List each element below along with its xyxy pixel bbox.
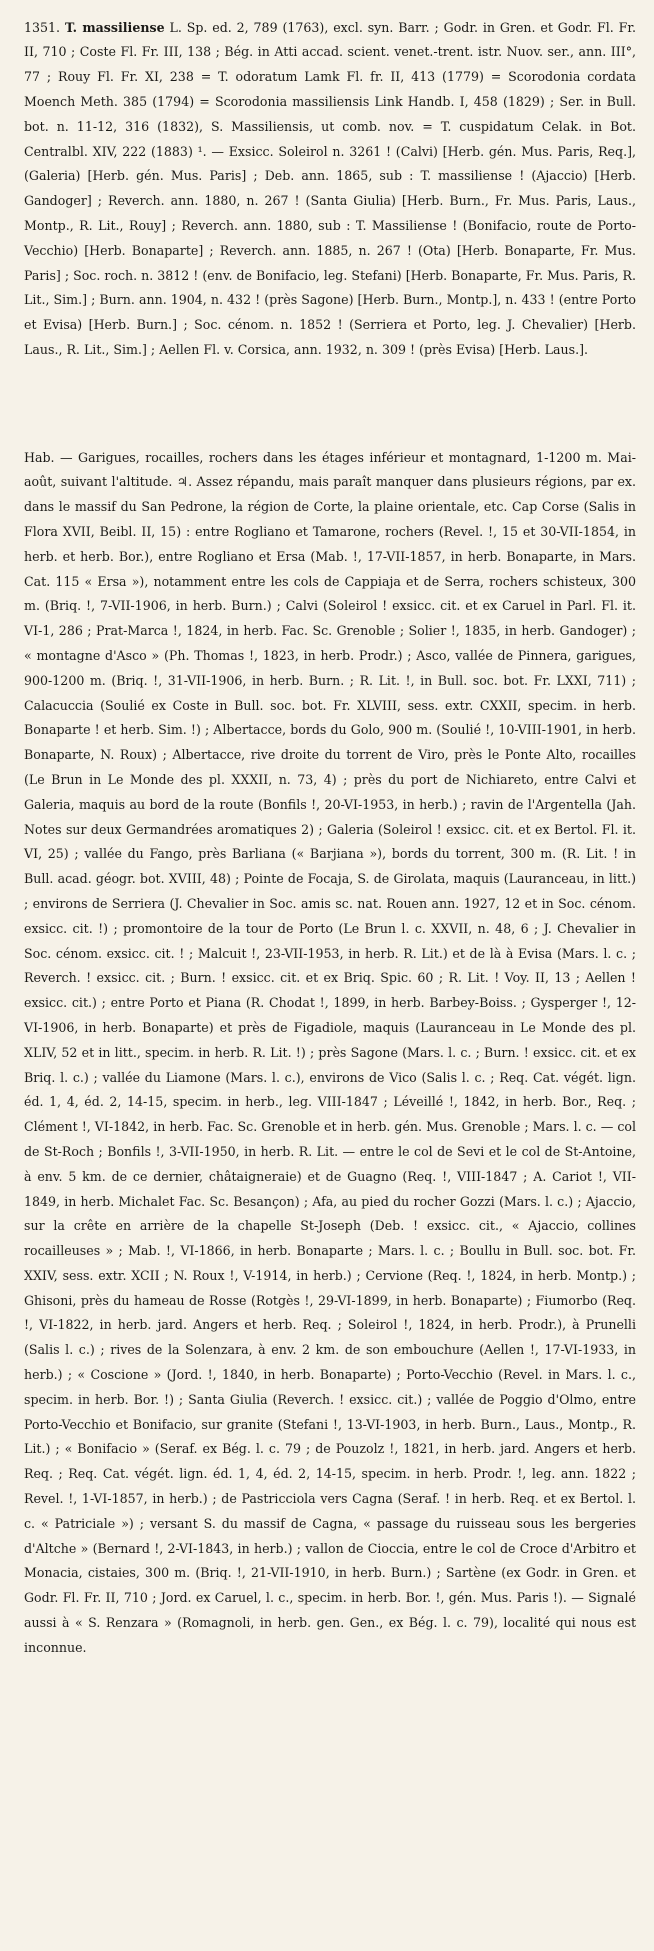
habitat-text: Hab. — Garigues, rocailles, rochers dans les étages inférieur et montagnard, 1-1200 m. Mai-août, suivant l'altitude. ♃. Assez répandu, mais paraît manquer dans plusieurs régions, par ex. dans le massif du San Pedrone, la région de Corte, la plaine orientale, etc. Cap Corse (Salis in Flora XVII, Beibl. II, 15) : entre Rogliano et Tamarone, rochers (Revel. !, 15 et 30-VII-1854, in herb. et herb. Bor.), entre Rogliano et Ersa (Mab. !, 17-VII-1857, in herb. Bonaparte, in Mars. Cat. 115 « Ersa »), notamment entre les cols de Cappiaja et de Serra, rochers schisteux, 300 m. (Briq. !, 7-VII-1906, in herb. Burn.) ; Calvi (Soleirol ! exsicc. cit. et ex Caruel in Parl. Fl. it. VI-1, 286 ; Prat-Marca !, 1824, in herb. Fac. Sc. Grenoble ; Solier !, 1835, in herb. Gandoger) ; « montagne d'Asco » (Ph. Thomas !, 1823, in herb. Prodr.) ; Asco, vallée de Pinnera, garigues, 900-1200 m. (Briq. !, 31-VII-1906, in herb. Burn. ; R. Lit. !, in Bull. soc. bot. Fr. LXXI, 711) ; Calacuccia (Soulié ex Coste in Bull. soc. bot. Fr. XLVIII, sess. extr. CXXII, specim. in herb. Bonaparte ! et herb. Sim. !) ; Albertacce, bords du Golo, 900 m. (Soulié !, 10-VIII-1901, in herb. Bonaparte, N. Roux) ; Albertacce, rive droite du torrent de Viro, près le Ponte Alto, rocailles (Le Brun in Le Monde des pl. XXXII, n. 73, 4) ; près du port de Nichiareto, entre Calvi et Galeria, maquis au bord de la route (Bonfils !, 20-VI-1953, in herb.) ; ravin de l'Argentella (Jah. Notes sur deux Germandrées aromatiques 2) ; Galeria (Soleirol ! exsicc. cit. et ex Bertol. Fl. it. VI, 25) ; vallée du Fango, près Barliana (« Barjiana »), bords du torrent, 300 m. (R. Lit. ! in Bull. acad. géogr. bot. XVIII, 48) ; Pointe de Focaja, S. de Girolata, maquis (Lauranceau, in litt.) ; environs de Serriera (J. Chevalier in Soc. amis sc. nat. Rouen ann. 1927, 12 et in Soc. cénom. exsicc. cit. !) ; promontoire de la tour de Porto (Le Brun l. c. XXVII, n. 48, 6 ; J. Chevalier in Soc. cénom. exsicc. cit. ! ; Malcuit !, 23-VII-1953, in herb. R. Lit.) et de là à Evisa (Mars. l. c. ; Reverch. ! exsicc. cit. ; Burn. ! exsicc. cit. et ex Briq. Spic. 60 ; R. Lit. ! Voy. II, 13 ; Aellen ! exsicc. cit.) ; entre Porto et Piana (R. Chodat !, 1899, in herb. Barbey-Boiss. ; Gysperger !, 12-VI-1906, in herb. Bonaparte) et près de Figadiole, maquis (Lauranceau in Le Monde des pl. XLIV, 52 et in litt., specim. in herb. R. Lit. !) ; près Sagone (Mars. l. c. ; Burn. ! exsicc. cit. et ex Briq. l. c.) ; vallée du Liamone (Mars. l. c.), environs de Vico (Salis l. c. ; Req. Cat. végét. lign. éd. 1, 4, éd. 2, 14-15, specim. in herb., leg. VIII-1847 ; Léveillé !, 1842, in herb. Bor., Req. ; Clément !, VI-1842, in herb. Fac. Sc. Grenoble et in herb. gén. Mus. Grenoble ; Mars. l. c. — col de St-Roch ; Bonfils !, 3-VII-1950, in herb. R. Lit. — entre le col de Sevi et le col de St-Antoine, à env. 5 km. de ce dernier, châtaigneraie) et de Guagno (Req. !, VIII-1847 ; A. Cariot !, VII-1849, in herb. Michalet Fac. Sc. Besançon) ; Afa, au pied du rocher Gozzi (Mars. l. c.) ; Ajaccio, sur la crête en arrière de la chapelle St-Joseph (Deb. ! exsicc. cit., « Ajaccio, collines rocailleuses » ; Mab. !, VI-1866, in herb. Bonaparte ; Mars. l. c. ; Boullu in Bull. soc. bot. Fr. XXIV, sess. extr. XCII ; N. Roux !, V-1914, in herb.) ; Cervione (Req. !, 1824, in herb. Montp.) ; Ghisoni, près du hameau de Rosse (Rotgès !, 29-VI-1899, in herb. Bonaparte) ; Fiumorbo (Req. !, VI-1822, in herb. jard. Angers et herb. Req. ; Soleirol !, 1824, in herb. Prodr.), à Prunelli (Salis l. c.) ; rives de la Solenzara, à env. 2 km. de son embouchure (Aellen !, 17-VI-1933, in herb.) ; « Coscione » (Jord. !, 1840, in herb. Bonaparte) ; Porto-Vecchio (Revel. in Mars. l. c., specim. in herb. Bor. !) ; Santa Giulia (Reverch. ! exsicc. cit.) ; vallée de Poggio d'Olmo, entre Porto-Vecchio et Bonifacio, sur granite (Stefani !, 13-VI-1903, in herb. Burn., Laus., Montp., R. Lit.) ; « Bonifacio » (Seraf. ex Bég. l. c. 79 ; de Pouzolz !, 1821, in herb. jard. Angers et herb. Req. ; Req. Cat. végét. lign. éd. 1, 4, éd. 2, 14-15, specim. in herb. Prodr. !, leg. ann. 1822 ; Revel. !, 1-VI-1857, in herb.) ; de Pastricciola vers Cagna (Seraf. ! in herb. Req. et ex Bertol. l. c. « Patriciale ») ; versant S. du massif de Cagna, « passage du ruisseau sous les bergeries d'Altche » (Bernard !, 2-VI-1843, in herb.) ; vallon de Cioccia, entre le col de Croce d'Arbitro et Monacia, cistaies, 300 m. (Briq. !, 21-VII-1910, in herb. Burn.) ; Sartène (ex Godr. in Gren. et Godr. Fl. Fr. II, 710 ; Jord. ex Caruel, l. c., specim. in herb. Bor. !, gén. Mus. Paris !). — Signalé aussi à « S. Renzara » (Romagnoli, in herb. gen. Gen., ex Bég. l. c. 79), localité qui nous est inconnue.: [24, 449, 636, 1655]
synonymy-text: L. Sp. ed. 2, 789 (1763), excl. syn. Barr. ; Godr. in Gren. et Godr. Fl. Fr. II, 710 ; Coste Fl. Fr. III, 138 ; Bég. in Atti accad. scient. venet.-trent. istr. Nuov. ser., ann. III°, 77 ; Rouy Fl. Fr. XI, 238 = T. odoratum Lamk Fl. fr. II, 413 (1779) = Scorodonia cordata Moench Meth. 385 (1794) = Scorodonia massiliensis Link Handb. I, 458 (1829) ; Ser. in Bull. bot. n. 11-12, 316 (1832), S. Massiliensis, ut comb. nov. = T. cuspidatum Celak. in Bot. Centralbl. XIV, 222 (1883) ¹. — Exsicc. Soleirol n. 3261 ! (Calvi) [Herb. gén. Mus. Paris, Req.], (Galeria) [Herb. gén. Mus. Paris] ; Deb. ann. 1865, sub : T. massiliense ! (Ajaccio) [Herb. Gandoger] ; Reverch. ann. 1880, n. 267 ! (Santa Giulia) [Herb. Burn., Fr. Mus. Paris, Laus., Montp., R. Lit., Rouy] ; Reverch. ann. 1880, sub : T. Massiliense ! (Bonifacio, route de Porto-Vecchio) [Herb. Bonaparte] ; Reverch. ann. 1885, n. 267 ! (Ota) [Herb. Bonaparte, Fr. Mus. Paris] ; Soc. roch. n. 3812 ! (env. de Bonifacio, leg. Stefani) [Herb. Bonaparte, Fr. Mus. Paris, R. Lit., Sim.] ; Burn. ann. 1904, n. 432 ! (près Sagone) [Herb. Burn., Montp.], n. 433 ! (entre Porto et Evisa) [Herb. Burn.] ; Soc. cénom. n. 1852 ! (Serriera et Porto, leg. J. Chevalier) [Herb. Laus., R. Lit., Sim.] ; Aellen Fl. v. Corsica, ann. 1932, n. 309 ! (près Evisa) [Herb. Laus.].: [24, 19, 636, 357]
habitat-paragraph: [24, 446, 636, 1661]
species-entry-paragraph: [24, 16, 636, 363]
entry-number: 1351.: [24, 19, 61, 35]
species-name: T. massiliense: [64, 19, 165, 35]
